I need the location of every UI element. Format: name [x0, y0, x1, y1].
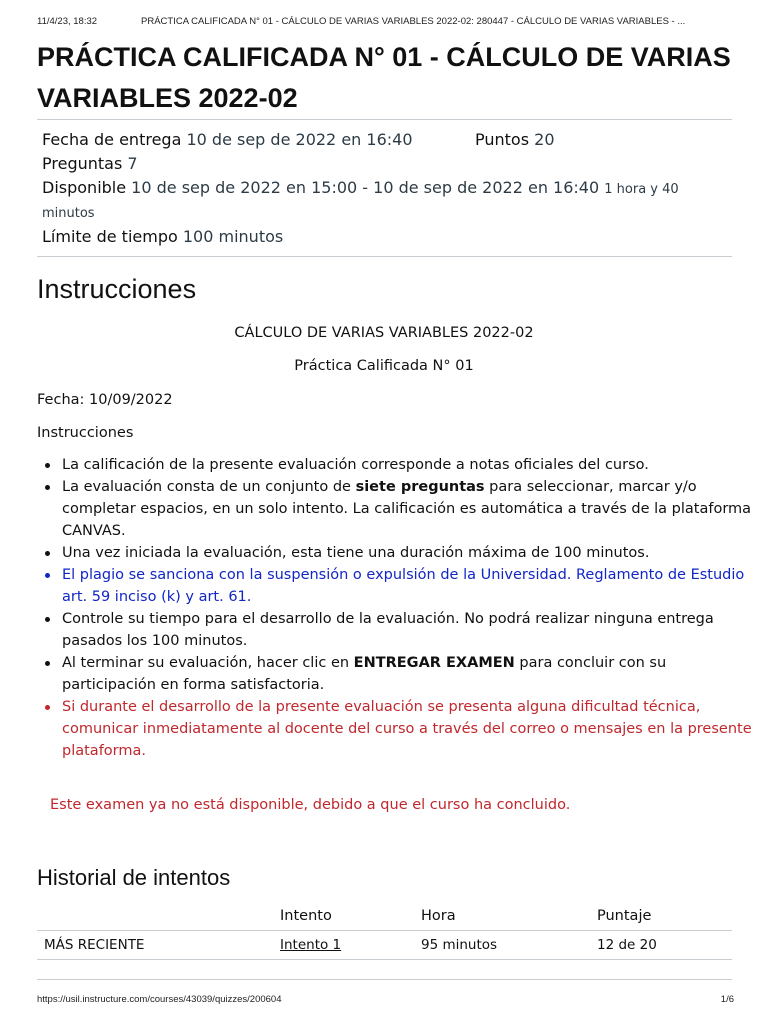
column-header-attempt: Intento	[280, 902, 421, 931]
print-footer	[37, 994, 734, 1005]
attempt-history-heading: Historial de intentos	[37, 865, 231, 890]
print-page-number: 1/6	[720, 994, 734, 1005]
questions-row	[42, 152, 138, 176]
instructions-list	[37, 454, 762, 762]
questions-label: Preguntas	[42, 154, 123, 173]
print-url: https://usil.instructure.com/courses/43039/quizzes/200604	[37, 994, 282, 1005]
time-limit-row	[42, 225, 283, 249]
divider	[37, 119, 732, 120]
table-row	[37, 931, 732, 960]
attempt-cell	[280, 931, 421, 960]
divider	[37, 256, 732, 257]
print-datetime: 11/4/23, 18:32	[37, 16, 98, 27]
column-header-score: Puntaje	[597, 902, 732, 931]
available-duration: 1 hora y 40	[604, 182, 679, 197]
available-duration-unit: minutos	[42, 206, 95, 221]
attempt-link[interactable]: Intento 1	[280, 937, 342, 953]
list-item: La evaluación consta de un conjunto de siete preguntas para seleccionar, marcar y/o completar espacios, en un solo intento. La calificación es automática a través de la plataforma CANVAS.	[62, 476, 762, 542]
questions-value: 7	[127, 154, 138, 173]
points-value: 20	[534, 130, 555, 149]
exam-line: Práctica Calificada N° 01	[294, 358, 474, 374]
points-row	[475, 128, 555, 152]
column-header	[37, 902, 280, 931]
due-value: 10 de sep de 2022 en 16:40	[186, 130, 413, 149]
attempt-score: 12 de 20	[597, 931, 732, 960]
plagiarism-notice: El plagio se sanciona con la suspensión o expulsión de la Universidad. Reglamento de Estudio art. 59 inciso (k) y art. 61.	[62, 564, 762, 608]
page-title: PRÁCTICA CALIFICADA N° 01 - CÁLCULO DE VARIAS VARIABLES 2022-02	[37, 42, 731, 113]
time-limit-label: Límite de tiempo	[42, 227, 178, 246]
technical-issue-notice: Si durante el desarrollo de la presente evaluación se presenta alguna dificultad técnica, comunicar inmediatamente al docente del curso a través del correo o mensajes en la presente plataforma.	[62, 696, 762, 762]
available-value: 10 de sep de 2022 en 15:00 - 10 de sep de 2022 en 16:40	[131, 178, 600, 197]
points-label: Puntos	[475, 130, 530, 149]
table-header-row	[37, 902, 732, 931]
divider	[37, 979, 732, 980]
list-item: Una vez iniciada la evaluación, esta tiene una duración máxima de 100 minutos.	[62, 542, 762, 564]
attempt-time: 95 minutos	[421, 931, 597, 960]
instructions-heading: Instrucciones	[37, 274, 197, 304]
column-header-time: Hora	[421, 902, 597, 931]
unavailable-notice: Este examen ya no está disponible, debido a que el curso ha concluido.	[50, 797, 571, 813]
print-header	[37, 16, 734, 27]
available-row	[42, 176, 679, 202]
attempt-row-label: MÁS RECIENTE	[37, 931, 280, 960]
list-item: Controle su tiempo para el desarrollo de la evaluación. No podrá realizar ninguna entrega pasados los 100 minutos.	[62, 608, 762, 652]
instructions-subheading: Instrucciones	[37, 425, 134, 441]
print-page-title: PRÁCTICA CALIFICADA N° 01 - CÁLCULO DE VARIAS VARIABLES 2022-02: 280447 - CÁLCULO DE VARIAS VARIABLES - ...	[141, 16, 686, 27]
list-item: Al terminar su evaluación, hacer clic en ENTREGAR EXAMEN para concluir con su participación en forma satisfactoria.	[62, 652, 762, 696]
available-label: Disponible	[42, 178, 127, 197]
list-item: La calificación de la presente evaluación corresponde a notas oficiales del curso.	[62, 454, 762, 476]
available-duration-cont	[42, 200, 95, 226]
exam-date: Fecha: 10/09/2022	[37, 392, 173, 408]
due-label: Fecha de entrega	[42, 130, 182, 149]
due-date-row	[42, 128, 413, 152]
time-limit-value: 100 minutos	[182, 227, 284, 246]
course-line: CÁLCULO DE VARIAS VARIABLES 2022-02	[234, 325, 534, 341]
attempt-history-table	[37, 902, 732, 960]
